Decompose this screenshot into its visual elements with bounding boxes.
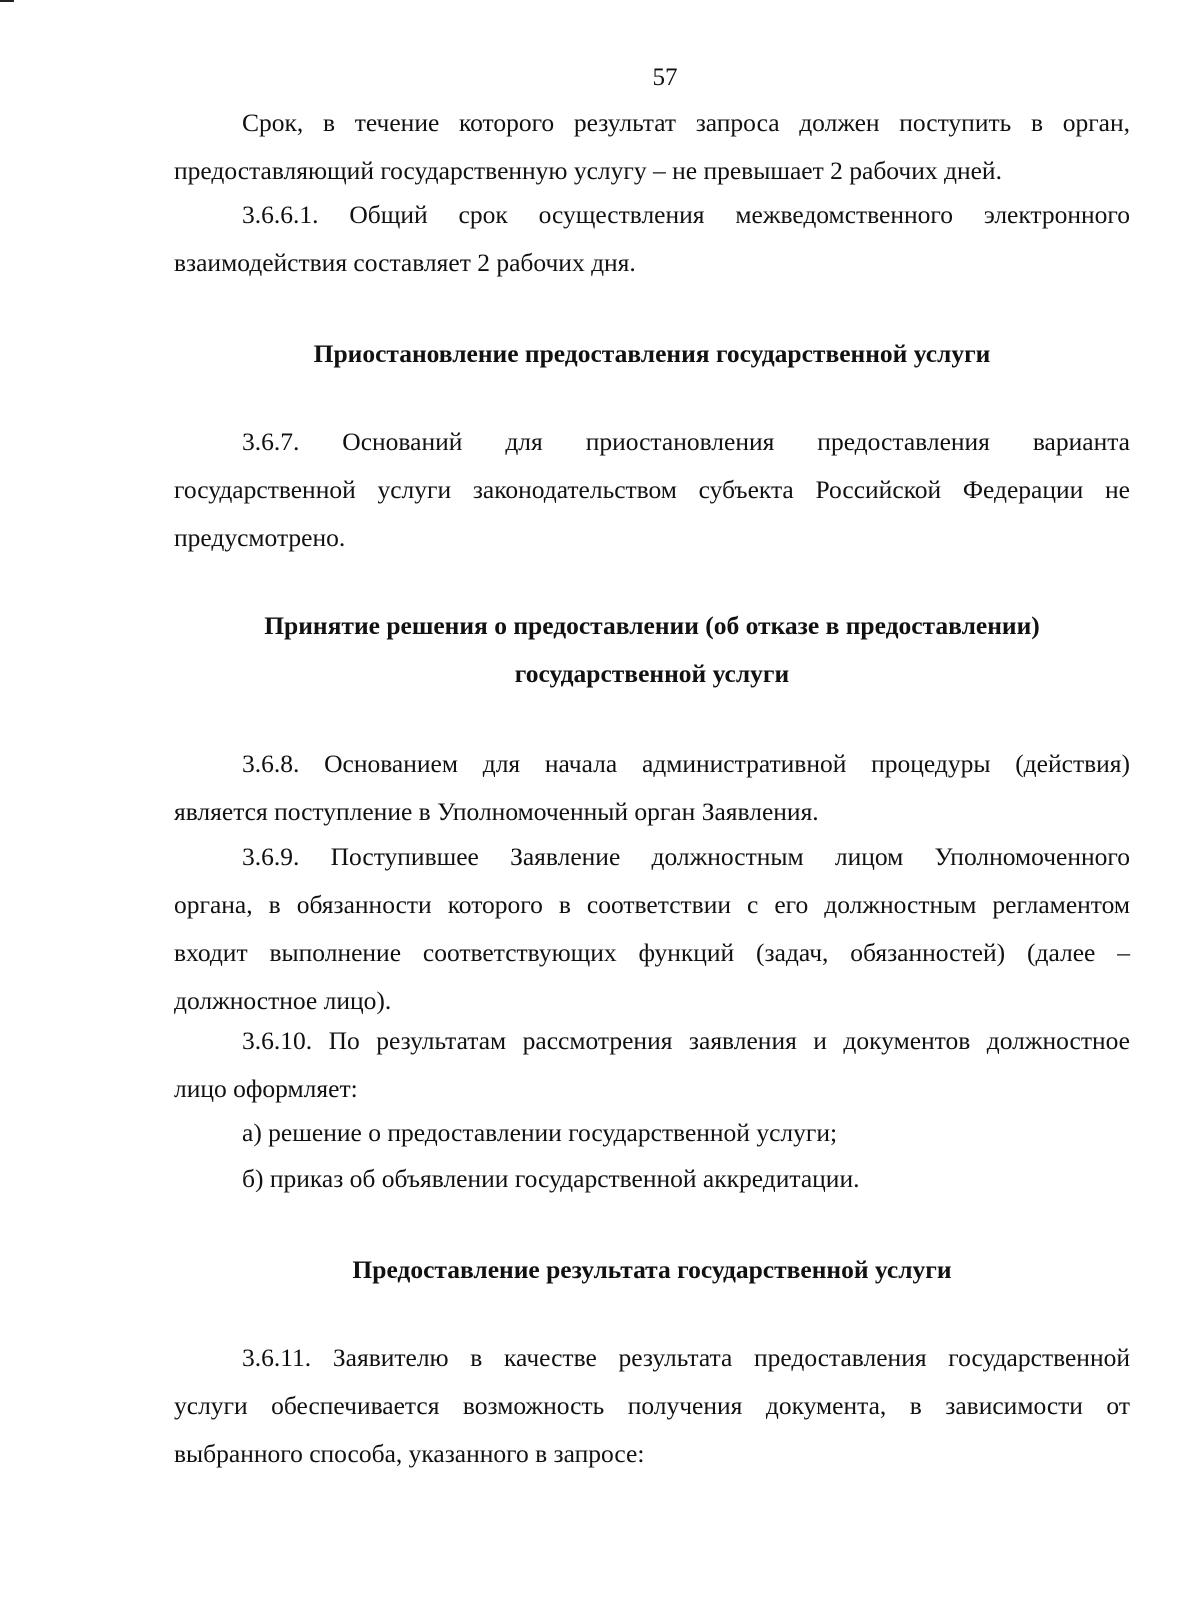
heading-line: Предоставление результата государственной услуги [352, 1255, 952, 1284]
text-line: должностное лицо). [174, 986, 392, 1015]
text-line: 3.6.8. Основанием для начала административной процедуры (действия) [242, 749, 1130, 778]
text-line: б) приказ об объявлении государственной аккредитации. [242, 1164, 860, 1193]
page-number: 57 [652, 64, 678, 91]
heading-result [174, 1246, 1130, 1294]
text-line: Срок, в течение которого результат запроса должен поступить в орган, [242, 108, 1130, 137]
heading-suspension [174, 330, 1130, 378]
text-line: услуги обеспечивается возможность получения документа, в зависимости от [174, 1391, 1130, 1420]
text-line: является поступление в Уполномоченный орган Заявления. [174, 797, 819, 826]
text-line: 3.6.6.1. Общий срок осуществления межведомственного электронного [242, 200, 1130, 229]
paragraph-3-6-7 [174, 418, 1130, 562]
heading-line: Принятие решения о предоставлении (об отказе в предоставлении) [264, 611, 1040, 640]
paragraph-3-6-10 [174, 1017, 1130, 1113]
heading-line: Приостановление предоставления государственной услуги [313, 339, 991, 368]
list-item-a [174, 1109, 1130, 1157]
text-line: 3.6.9. Поступившее Заявление должностным лицом Уполномоченного [242, 842, 1130, 871]
text-line: 3.6.10. По результатам рассмотрения заявления и документов должностное [242, 1026, 1130, 1055]
heading-decision [174, 602, 1130, 698]
heading-line: государственной услуги [514, 659, 790, 688]
paragraph-3-6-9 [174, 833, 1130, 1025]
list-item-b [174, 1155, 1130, 1203]
paragraph-3-6-8 [174, 740, 1130, 836]
text-line: 3.6.7. Оснований для приостановления предоставления варианта [242, 427, 1130, 456]
paragraph-request-term [174, 99, 1130, 195]
paragraph-3-6-6-1 [174, 191, 1130, 287]
text-line: предусмотрено. [174, 523, 346, 552]
text-line: выбранного способа, указанного в запросе: [174, 1439, 645, 1468]
text-line: органа, в обязанности которого в соответствии с его должностным регламентом [174, 890, 1130, 919]
paragraph-3-6-11 [174, 1334, 1130, 1478]
text-line: входит выполнение соответствующих функций (задач, обязанностей) (далее – [174, 938, 1130, 967]
text-line: государственной услуги законодательством субъекта Российской Федерации не [174, 475, 1130, 504]
text-line: 3.6.11. Заявителю в качестве результата предоставления государственной [242, 1343, 1130, 1372]
text-line: а) решение о предоставлении государственной услуги; [242, 1118, 838, 1147]
text-line: предоставляющий государственную услугу – не превышает 2 рабочих дней. [174, 156, 1002, 185]
text-line: взаимодействия составляет 2 рабочих дня. [174, 248, 636, 277]
text-line: лицо оформляет: [174, 1074, 358, 1103]
